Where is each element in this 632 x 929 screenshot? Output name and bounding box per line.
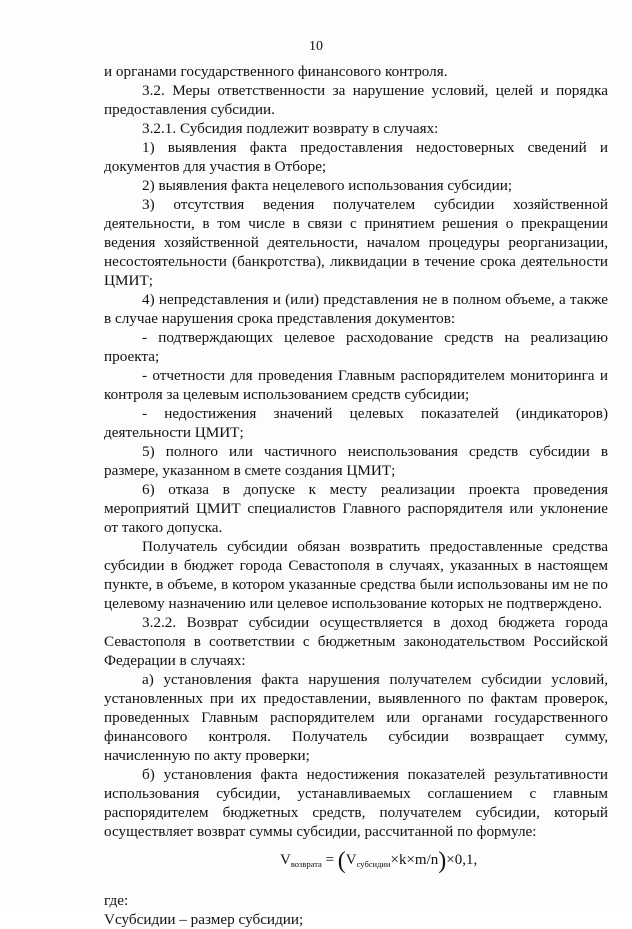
paragraph: 3) отсутствия ведения получателем субсидии хозяйственной деятельности, в том числе в связи с принятием решения о прекращении ведения хозяйственной деятельности, началом процедуры реорганизации, несостоятельности (банкротства), ликвидации в течение срока деятельности ЦМИТ;: [104, 196, 608, 289]
formula-equals: =: [325, 852, 335, 868]
where-label: где:: [104, 892, 129, 909]
page-number: 10: [309, 39, 323, 54]
paragraph: 1) выявления факта предоставления недостоверных сведений и документов для участия в Отборе;: [104, 139, 608, 175]
formula-comma: ,: [473, 852, 478, 868]
def-rest: – размер субсидии;: [175, 911, 304, 928]
def-v: V: [104, 911, 115, 928]
formula-expression: [280, 848, 478, 874]
formula-v-subsidy: V: [345, 852, 357, 868]
def-v-sub: субсидии: [114, 911, 176, 928]
paragraph: 3.2.2. Возврат субсидии осуществляется в доход бюджета города Севастополя в соответствии с бюджетным законодательством Российской Федерации в случаях:: [104, 614, 608, 669]
paragraph: Получатель субсидии обязан возвратить предоставленные средства субсидии в бюджет города Севастополя в случаях, указанных в настоящем пункте, в объеме, в котором указанные средства были использованы им не по целевому назначению или целевое использование которых не подтверждено.: [104, 538, 608, 612]
paragraph: - подтверждающих целевое расходование средств на реализацию проекта;: [104, 329, 608, 365]
formula: [104, 845, 608, 889]
paragraph: и органами государственного финансового контроля.: [104, 63, 448, 80]
formula-close-paren: ): [438, 848, 447, 874]
formula-open-paren: (: [337, 848, 346, 874]
paragraph: а) установления факта нарушения получателем субсидии условий, установленных при их предоставлении, выявленного по фактам проверок, проведенных Главным распорядителем или органами государственного финансового контроля. Получатель субсидии возвращает сумму, начисленную по акту проверки;: [104, 671, 608, 764]
paragraph: 3.2.1. Субсидия подлежит возврату в случаях:: [142, 120, 439, 137]
paragraph: 6) отказа в допуске к месту реализации проекта проведения мероприятий ЦМИТ специалистов Главного распорядителя или уклонение от такого допуска.: [104, 481, 608, 536]
paragraph-list: [104, 62, 608, 841]
paragraph: 4) непредставления и (или) представления не в полном объеме, а также в случае нарушения срока представления документов:: [104, 291, 608, 327]
paragraph: б) установления факта недостижения показателей результативности использования субсидии, устанавливаемых соглашением с главным распорядителем бюджетных средств, получателем субсидии, который осуществляет возврат суммы субсидии, рассчитанной по формуле:: [104, 766, 608, 840]
formula-v-subsidy-sub: субсидии: [356, 859, 391, 869]
formula-tail: ×0,1: [446, 852, 474, 868]
formula-lhs: V: [280, 852, 291, 868]
formula-lhs-sub: возврата: [290, 859, 322, 869]
document-body: [104, 62, 608, 929]
formula-rest: ×k×m/n: [390, 852, 439, 868]
paragraph: - недостижения значений целевых показателей (индикаторов) деятельности ЦМИТ;: [104, 405, 608, 441]
paragraph: 5) полного или частичного неиспользования средств субсидии в размере, указанном в смете создания ЦМИТ;: [104, 443, 608, 479]
paragraph: - отчетности для проведения Главным распорядителем мониторинга и контроля за целевым использованием средств субсидии;: [104, 367, 608, 403]
paragraph: 3.2. Меры ответственности за нарушение условий, целей и порядка предоставления субсидии.: [104, 82, 608, 118]
paragraph: 2) выявления факта нецелевого использования субсидии;: [142, 177, 513, 194]
definition-v-subsidy: [104, 910, 608, 929]
